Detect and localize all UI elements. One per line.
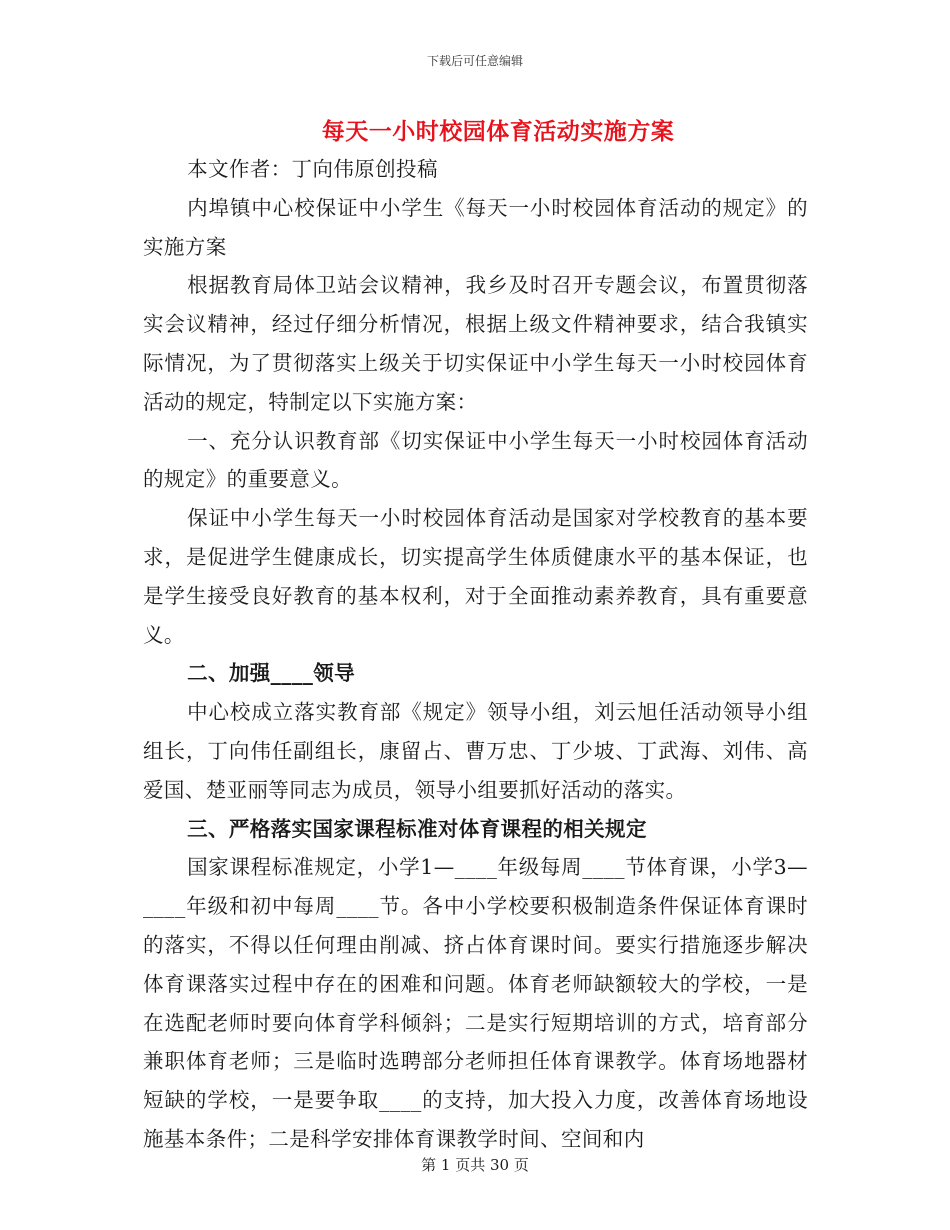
paragraph: 本文作者：丁向伟原创投稿 — [187, 157, 438, 181]
paragraph: 二、加强____领导 — [187, 661, 356, 686]
paragraph: 根据教育局体卫站会议精神，我乡及时召开专题会议，布置贯彻落实会议精神，经过仔细分析情况，根据上级文件精神要求，结合我镇实际情况，为了贯彻落实上级关于切实保证中小学生每天一小时校园体育活动的规定，特制定以下实施方案： — [143, 273, 808, 414]
paragraph: 国家课程标准规定，小学1—____年级每周____节体育课，小学3—____年级和初中每周____节。各中小学校要积极制造条件保证体育课时的落实，不得以任何理由削减、挤占体育课时间。要实行措施逐步解决体育课落实过程中存在的困难和问题。体育老师缺额较大的学校，一是在选配老师时要向体育学科倾斜；二是实行短期培训的方式，培育部分兼职体育老师；三是临时选聘部分老师担任体育课教学。体育场地器材短缺的学校，一是要争取____的支持，加大投入力度，改善体育场地设施基本条件；二是科学安排体育课教学时间、空间和内 — [143, 855, 808, 1151]
paragraph: 三、严格落实国家课程标准对体育课程的相关规定 — [187, 816, 647, 841]
paragraph: 一、充分认识教育部《切实保证中小学生每天一小时校园体育活动的规定》的重要意义。 — [143, 428, 808, 492]
paragraph: 保证中小学生每天一小时校园体育活动是国家对学校教育的基本要求，是促进学生健康成长，切实提高学生体质健康水平的基本保证，也是学生接受良好教育的基本权利，对于全面推动素养教育，具有重要意义。 — [143, 506, 808, 647]
paragraph: 中心校成立落实教育部《规定》领导小组，刘云旭任活动领导小组组长，丁向伟任副组长，康留占、曹万忠、丁少坡、丁武海、刘伟、高爱国、楚亚丽等同志为成员，领导小组要抓好活动的落实。 — [143, 700, 808, 802]
document-title: 每天一小时校园体育活动实施方案 — [321, 118, 675, 145]
document-body — [143, 150, 808, 1159]
header-note: 下载后可任意编辑 — [426, 54, 523, 68]
paragraph: 内埠镇中心校保证中小学生《每天一小时校园体育活动的规定》的实施方案 — [143, 195, 808, 259]
page-footer: 第 1 页共 30 页 — [421, 1156, 529, 1174]
